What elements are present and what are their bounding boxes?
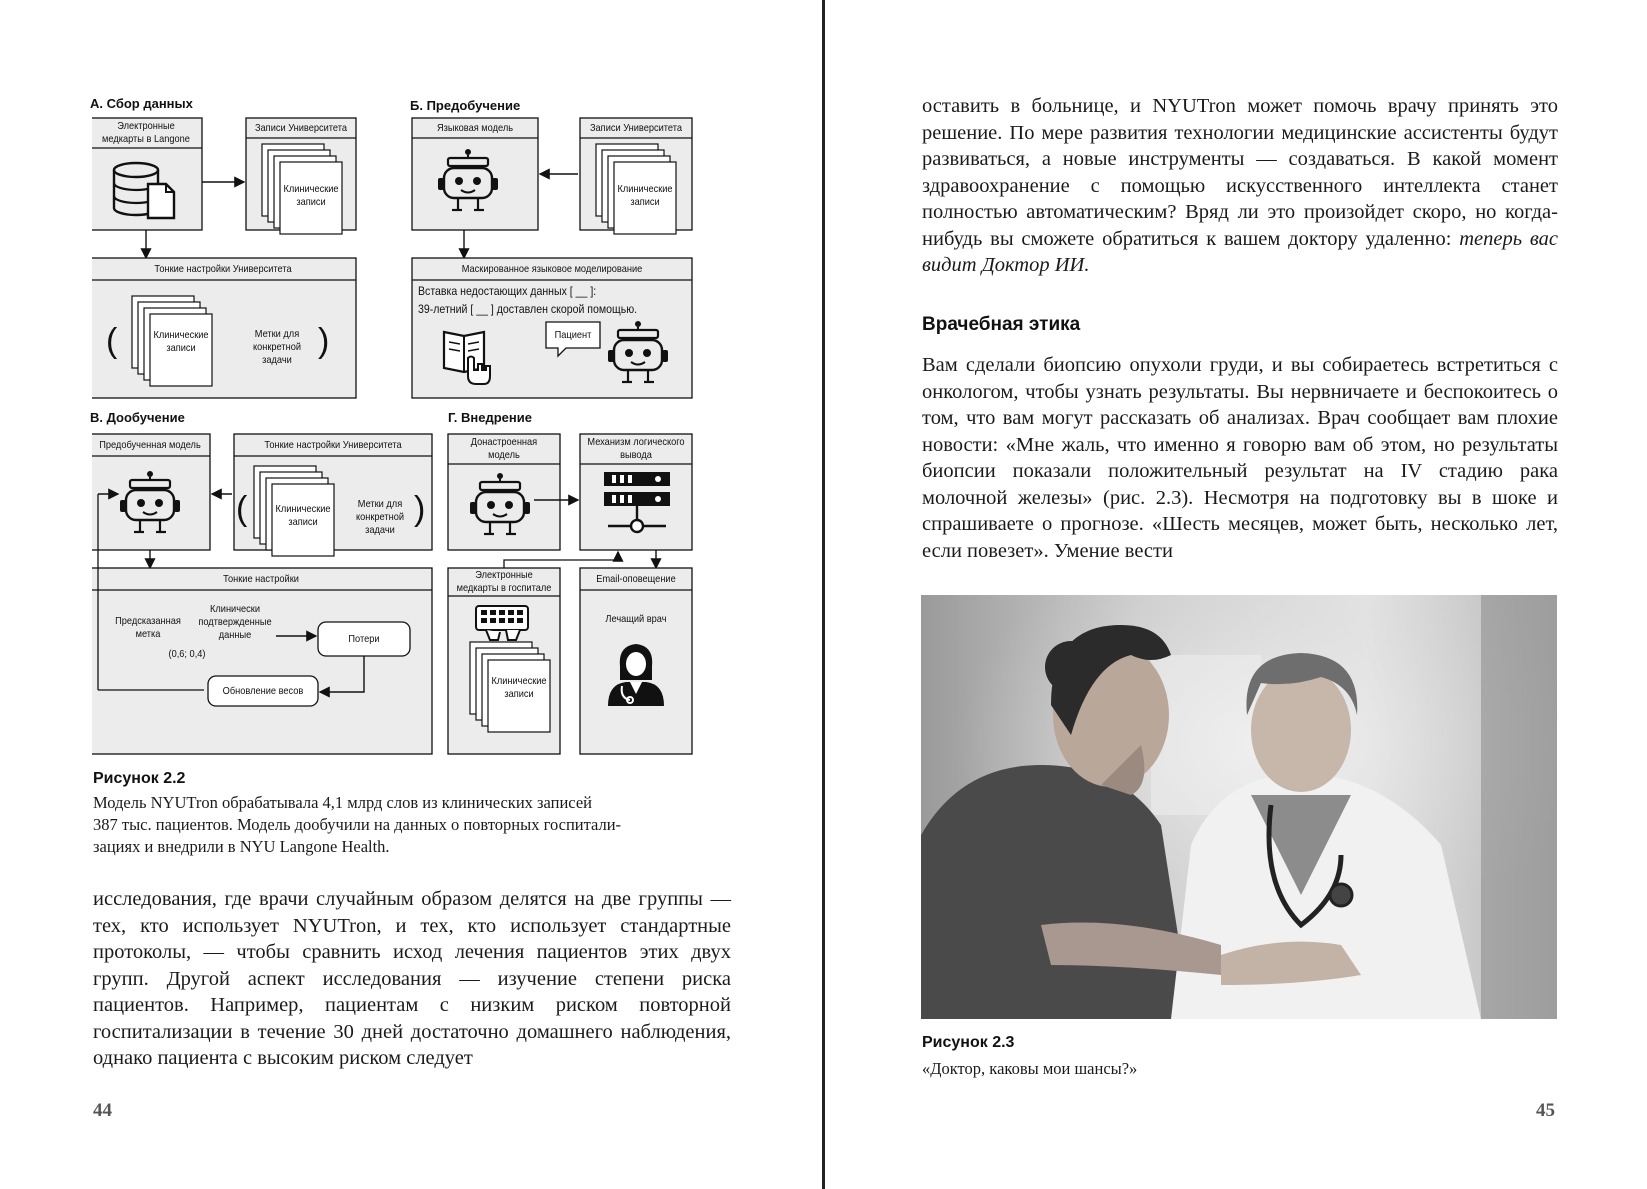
- v-loss-label: Потери: [348, 632, 380, 645]
- v-pretrained-label: Предобученная модель: [99, 438, 201, 451]
- page-number-right: 45: [1536, 1100, 1555, 1121]
- a-finetune-label: Тонкие настройки Университета: [154, 262, 292, 275]
- caption-line-1: Модель NYUTron обрабатывала 4,1 млрд слов из клинических записей: [93, 793, 592, 812]
- a-ft-notes-label: Клинические записи: [153, 329, 209, 354]
- g-ehr-hosp-label: Электронные медкарты в госпитале: [456, 569, 552, 594]
- paren-open: (: [106, 322, 118, 360]
- caption-line-2: 387 тыс. пациентов. Модель дообучили на данных о повторных госпитали-: [93, 815, 622, 834]
- left-body-text: [93, 886, 731, 1072]
- paren-open-v: (: [236, 490, 248, 528]
- caption-line-3: зациях и внедрили в NYU Langone Health.: [93, 837, 390, 856]
- doctor-patient-photo: [921, 595, 1557, 1019]
- v-clin-data-label: Клинически подтвержденные данные: [198, 602, 272, 641]
- b-mlm-line1: Вставка недостающих данных [ __ ]:: [418, 283, 597, 298]
- v-univ-finetune-label: Тонкие настройки Университета: [264, 438, 402, 451]
- right-para-2-text: Вам сделали биопсию опухоли груди, и вы собираетесь встретиться с онкологом, чтобы узнать результаты. Вы нервничаете и беспокоитесь о том, что вам могут рассказать об анализах. Врач сообщает вам плохие новости: «Мне жаль, что именно я говорю вам об этом, но результаты биопсии показали положительный результат на IV стадию рака молочной железы» (рис. 2.3). Несмотря на подготовку вы в шоке и спрашиваете о прогнозе. «Шесть месяцев, может быть, несколько лет, если повезет». Умение вести: [922, 354, 1558, 562]
- b-lang-model-label: Языковая модель: [436, 121, 514, 134]
- v-finetune-label: Тонкие настройки: [223, 572, 299, 585]
- a-univ-records-label: Записи Университета: [254, 121, 348, 134]
- b-mlm-label: Маскированное языковое моделирование: [461, 262, 643, 275]
- section-g-title: Г. Внедрение: [448, 410, 532, 425]
- right-para-2: [922, 352, 1558, 564]
- right-para-1-italic: теперь вас видит Доктор ИИ.: [922, 227, 1558, 276]
- figure-2-2-diagram: [92, 94, 732, 758]
- g-doctor-label: Лечащий врач: [605, 612, 667, 625]
- section-v-title: В. Дообучение: [90, 410, 185, 425]
- a-ehr-label: Электронные медкарты в Langone: [102, 120, 190, 145]
- section-a-title: А. Сбор данных: [90, 96, 193, 111]
- section-heading: Врачебная этика: [922, 314, 1081, 335]
- a-clin-notes-label: Клинические записи: [283, 183, 339, 208]
- figure-2-2-caption: [93, 792, 733, 858]
- right-para-1-text: оставить в больнице, и NYUTron может помочь врачу принять это решение. По мере развития технологии медицинские ассистенты будут развиваться, а новые инструменты — создаваться. В какой момент здравоохранение с помощью искусственного интеллекта станет полностью автоматическим? Вряд ли это произойдет скоро, но когда-нибудь вы сможете обратиться к вашем доктору удаленно:: [922, 95, 1558, 250]
- b-clin-notes-label: Клинические записи: [617, 183, 673, 208]
- left-page: [0, 0, 823, 1189]
- right-page: [826, 0, 1647, 1189]
- v-task-labels-label: Метки для конкретной задачи: [355, 497, 405, 536]
- book-gutter: [822, 0, 825, 1189]
- figure-2-3-title: Рисунок 2.3: [922, 1034, 1015, 1051]
- v-pred-label: Предсказанная метка: [115, 615, 181, 640]
- b-patient-label: Пациент: [554, 328, 592, 341]
- right-para-1: [922, 93, 1558, 279]
- figure-2-3-caption: «Доктор, каковы мои шансы?»: [922, 1059, 1138, 1078]
- g-tuned-model-label: Донастроенная модель: [470, 436, 538, 461]
- v-update-label: Обновление весов: [222, 684, 304, 697]
- g-clin-notes-label: Клинические записи: [491, 675, 547, 700]
- paren-close: ): [318, 322, 330, 360]
- left-body-paragraph: исследования, где врачи случайным образом делятся на две группы — тех, кто использует NYUTron, и тех, кто использует стандартные протоколы, — чтобы сравнить исход лечения пациентов этих двух групп. Другой аспект исследования — изучение степени риска пациентов. Например, пациентам с низким риском повторной госпитализации в течение 30 дней достаточно домашнего наблюдения, однако пациента с высоким риском следует: [93, 888, 731, 1069]
- paren-close-v: ): [414, 490, 426, 528]
- b-mlm-line2: 39-летний [ __ ] доставлен скорой помощью.: [418, 301, 638, 316]
- v-clin-notes-label: Клинические записи: [275, 503, 331, 528]
- v-pred-values: (0,6; 0,4): [168, 647, 206, 660]
- g-inference-label: Механизм логического вывода: [587, 436, 685, 461]
- figure-2-2-title: Рисунок 2.2: [93, 770, 186, 787]
- g-email-label: Email-оповещение: [596, 572, 676, 585]
- page-number-left: 44: [93, 1100, 112, 1121]
- b-univ-records-label: Записи Университета: [589, 121, 683, 134]
- section-b-title: Б. Предобучение: [410, 98, 521, 113]
- photo-illustration: [921, 595, 1557, 1019]
- a-task-labels-label: Метки для конкретной задачи: [252, 327, 302, 366]
